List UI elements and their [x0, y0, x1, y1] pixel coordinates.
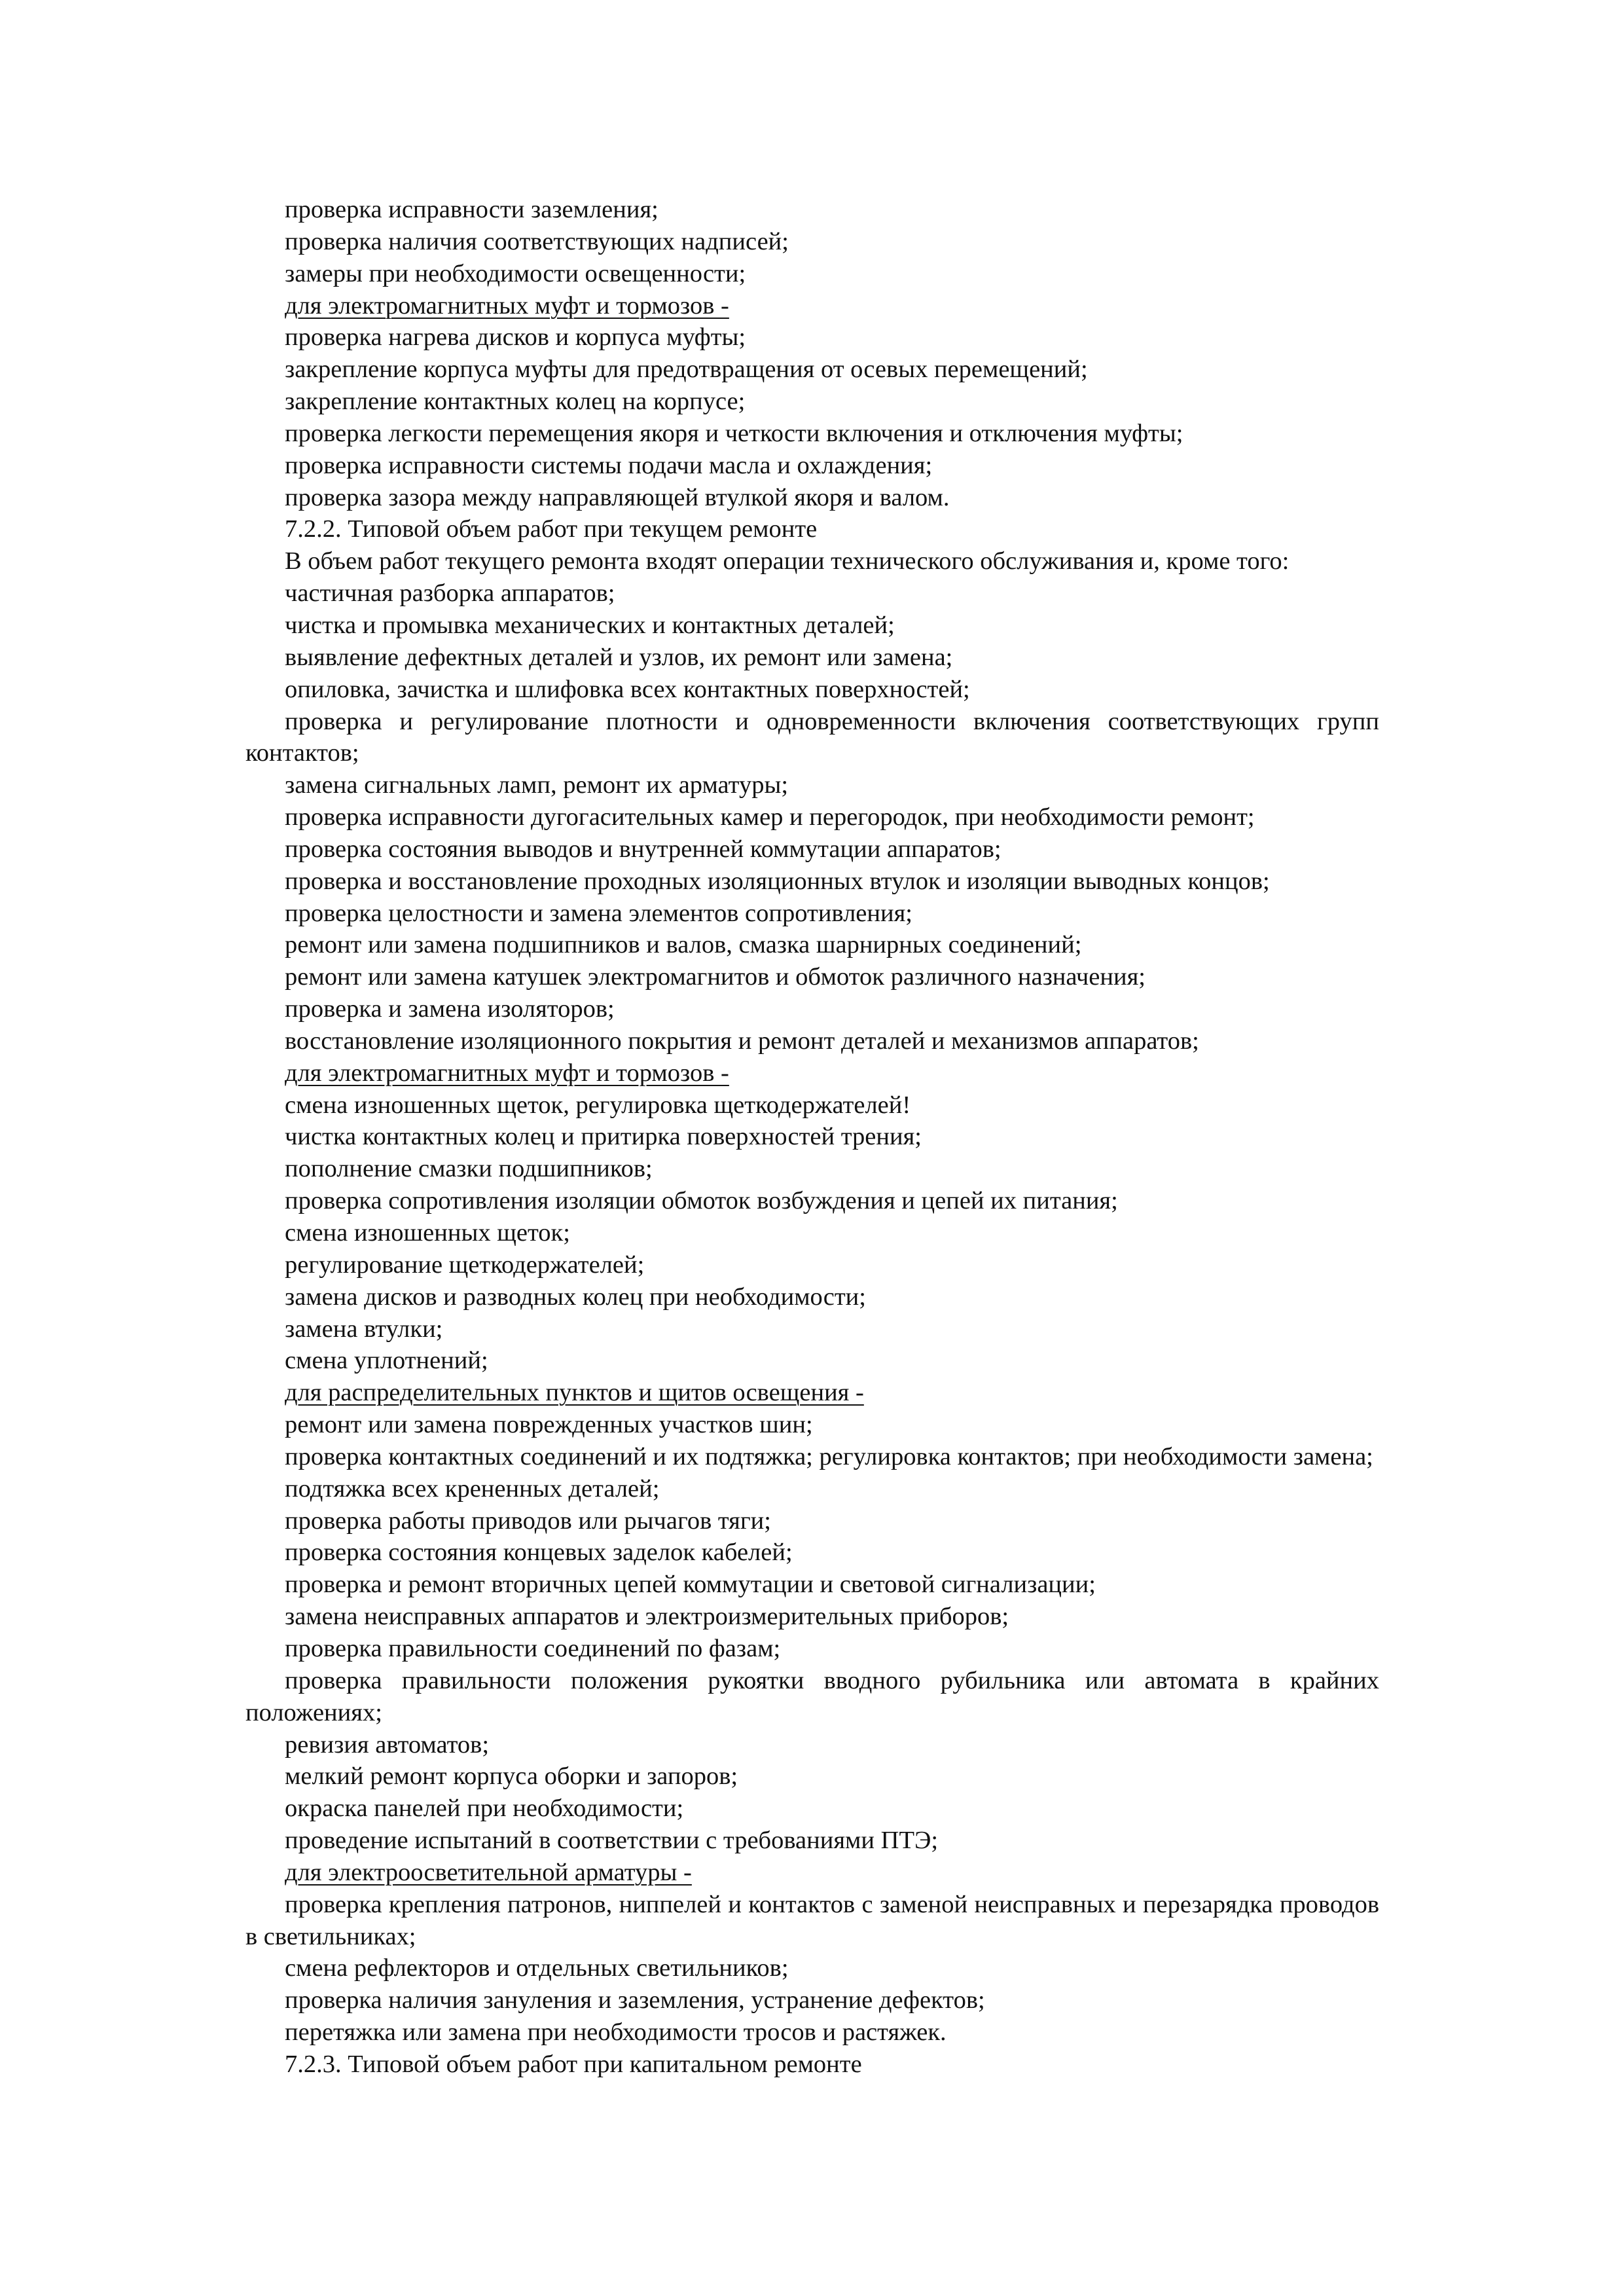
- text-line-content: ремонт или замена подшипников и валов, смазка шарнирных соединений;: [285, 931, 1082, 959]
- text-line: [245, 1793, 1379, 1825]
- text-line-content: 7.2.2. Типовой объем работ при текущем ремонте: [285, 515, 818, 543]
- text-line: [245, 354, 1379, 386]
- text-line: [245, 833, 1379, 866]
- text-line-content: закрепление контактных колец на корпусе;: [285, 388, 746, 416]
- text-line-content: проверка легкости перемещения якоря и четкости включения и отключения муфты;: [285, 419, 1183, 447]
- document-page: [245, 194, 1379, 2081]
- text-line-content: проверка исправности системы подачи масла и охлаждения;: [285, 451, 933, 479]
- text-line: [245, 194, 1379, 226]
- text-line-content: выявление дефектных деталей и узлов, их ремонт или замена;: [285, 643, 953, 671]
- text-line: [245, 577, 1379, 610]
- document-body: [245, 194, 1379, 2081]
- text-line-content: пополнение смазки подшипников;: [285, 1155, 653, 1183]
- text-line-content: замеры при необходимости освещенности;: [285, 259, 746, 287]
- text-line: [245, 513, 1379, 545]
- section-heading: [245, 1377, 1379, 1409]
- text-line-content: проверка нагрева дисков и корпуса муфты;: [285, 323, 746, 352]
- text-line: [245, 482, 1379, 514]
- section-heading-text: для распределительных пунктов и щитов освещения -: [285, 1379, 864, 1407]
- text-line-content: подтяжка всех крененных деталей;: [285, 1474, 660, 1503]
- text-line: [245, 674, 1379, 706]
- text-line: [245, 258, 1379, 290]
- text-line-content: перетяжка или замена при необходимости тросов и растяжек.: [285, 2018, 947, 2047]
- text-line-content: проверка правильности соединений по фазам;: [285, 1634, 781, 1662]
- text-line: [245, 1473, 1379, 1505]
- text-line: [245, 1313, 1379, 1345]
- text-line: [245, 993, 1379, 1025]
- text-line-content: смена изношенных щеток, регулировка щеткодержателей!: [285, 1091, 911, 1119]
- text-line-content: 7.2.3. Типовой объем работ при капитальном ремонте: [285, 2050, 862, 2078]
- text-line-content: замена дисков и разводных колец при необходимости;: [285, 1283, 866, 1311]
- section-heading: [245, 1057, 1379, 1089]
- text-line: [245, 418, 1379, 450]
- text-line-content: регулирование щеткодержателей;: [285, 1250, 645, 1279]
- text-line: [245, 386, 1379, 418]
- text-line: [245, 1569, 1379, 1601]
- text-line-content: чистка и промывка механических и контактных деталей;: [285, 611, 895, 639]
- text-line: [245, 1153, 1379, 1185]
- text-line: [245, 1729, 1379, 1761]
- text-line-content: проверка крепления патронов, ниппелей и контактов с заменой неисправных и перезарядка проводов в светильниках;: [245, 1890, 1379, 1950]
- section-heading: [245, 290, 1379, 322]
- text-line: [245, 2049, 1379, 2081]
- text-line: [245, 321, 1379, 354]
- text-line-content: смена рефлекторов и отдельных светильников;: [285, 1954, 789, 1982]
- text-line-content: частичная разборка аппаратов;: [285, 579, 615, 608]
- text-line: [245, 1025, 1379, 1057]
- text-line-content: проверка целостности и замена элементов сопротивления;: [285, 899, 913, 927]
- text-line-content: проверка и регулирование плотности и одновременности включения соответствующих групп контактов;: [245, 707, 1379, 767]
- text-line: [245, 1185, 1379, 1217]
- text-line: [245, 642, 1379, 674]
- text-line: [245, 2016, 1379, 2049]
- text-line-content: проверка и замена изоляторов;: [285, 995, 615, 1023]
- text-line-content: проверка и восстановление проходных изоляционных втулок и изоляции выводных концов;: [285, 867, 1270, 895]
- text-line-content: проверка правильности положения рукоятки вводного рубильника или автомата в крайних положениях;: [245, 1666, 1379, 1726]
- text-line: [245, 1217, 1379, 1249]
- text-line-content: окраска панелей при необходимости;: [285, 1795, 684, 1823]
- section-heading-text: для электроосветительной арматуры -: [285, 1858, 692, 1886]
- text-line: [245, 1249, 1379, 1281]
- text-line-content: замена сигнальных ламп, ремонт их арматуры;: [285, 771, 789, 799]
- text-line: [245, 450, 1379, 482]
- text-line: [245, 1281, 1379, 1313]
- text-line-content: проверка и ремонт вторичных цепей коммутации и световой сигнализации;: [285, 1571, 1096, 1599]
- text-line-content: ревизия автоматов;: [285, 1730, 490, 1758]
- text-line: [245, 545, 1379, 577]
- text-line: [245, 1601, 1379, 1633]
- text-line-content: проверка исправности заземления;: [285, 196, 659, 223]
- text-line-content: проверка состояния выводов и внутренней коммутации аппаратов;: [285, 835, 1001, 863]
- text-line: [245, 929, 1379, 961]
- text-line: [245, 1089, 1379, 1121]
- text-line-content: проверка состояния концевых заделок кабелей;: [285, 1539, 793, 1567]
- text-line: [245, 1505, 1379, 1537]
- text-line: [245, 1121, 1379, 1153]
- text-line-content: проверка работы приводов или рычагов тяги;: [285, 1506, 771, 1535]
- text-line-content: проверка исправности дугогасительных камер и перегородок, при необходимости ремонт;: [285, 803, 1255, 831]
- text-line-content: проведение испытаний в соответствии с требованиями ПТЭ;: [285, 1827, 939, 1855]
- section-heading-text: для электромагнитных муфт и тормозов -: [285, 1059, 729, 1087]
- text-line-content: проверка контактных соединений и их подтяжка; регулировка контактов; при необходимости замена;: [285, 1442, 1373, 1470]
- text-line: [245, 226, 1379, 258]
- text-line-content: восстановление изоляционного покрытия и ремонт деталей и механизмов аппаратов;: [285, 1027, 1199, 1055]
- text-line: [245, 1409, 1379, 1441]
- text-line-content: проверка наличия зануления и заземления, устранение дефектов;: [285, 1986, 985, 2014]
- text-line-content: В объем работ текущего ремонта входят операции технического обслуживания и, кроме того:: [285, 547, 1290, 575]
- text-line: [245, 706, 1379, 770]
- text-line: [245, 1952, 1379, 1984]
- text-line-content: ремонт или замена катушек электромагнитов и обмоток различного назначения;: [285, 963, 1146, 991]
- text-line: [245, 961, 1379, 993]
- section-heading: [245, 1857, 1379, 1889]
- text-line-content: замена неисправных аппаратов и электроизмерительных приборов;: [285, 1603, 1009, 1631]
- text-line-content: ремонт или замена поврежденных участков шин;: [285, 1411, 813, 1439]
- text-line: [245, 1984, 1379, 2016]
- text-line: [245, 1345, 1379, 1377]
- text-line-content: смена уплотнений;: [285, 1347, 488, 1375]
- text-line: [245, 1889, 1379, 1953]
- text-line-content: закрепление корпуса муфты для предотвращения от осевых перемещений;: [285, 355, 1088, 384]
- text-line-content: замена втулки;: [285, 1315, 443, 1343]
- text-line-content: чистка контактных колец и притирка поверхностей трения;: [285, 1123, 922, 1151]
- text-line: [245, 801, 1379, 833]
- text-line: [245, 866, 1379, 898]
- text-line-content: мелкий ремонт корпуса оборки и запоров;: [285, 1762, 738, 1791]
- text-line: [245, 1537, 1379, 1569]
- text-line: [245, 769, 1379, 801]
- text-line: [245, 1441, 1379, 1473]
- text-line-content: проверка наличия соответствующих надписей;: [285, 227, 789, 255]
- text-line: [245, 1825, 1379, 1857]
- text-line: [245, 1633, 1379, 1665]
- text-line: [245, 610, 1379, 642]
- text-line-content: проверка зазора между направляющей втулкой якоря и валом.: [285, 483, 950, 511]
- text-line: [245, 1665, 1379, 1729]
- text-line-content: смена изношенных щеток;: [285, 1219, 570, 1247]
- section-heading-text: для электромагнитных муфт и тормозов -: [285, 291, 729, 319]
- text-line-content: опиловка, зачистка и шлифовка всех контактных поверхностей;: [285, 675, 970, 703]
- text-line: [245, 1760, 1379, 1793]
- text-line-content: проверка сопротивления изоляции обмоток возбуждения и цепей их питания;: [285, 1187, 1118, 1215]
- text-line: [245, 898, 1379, 930]
